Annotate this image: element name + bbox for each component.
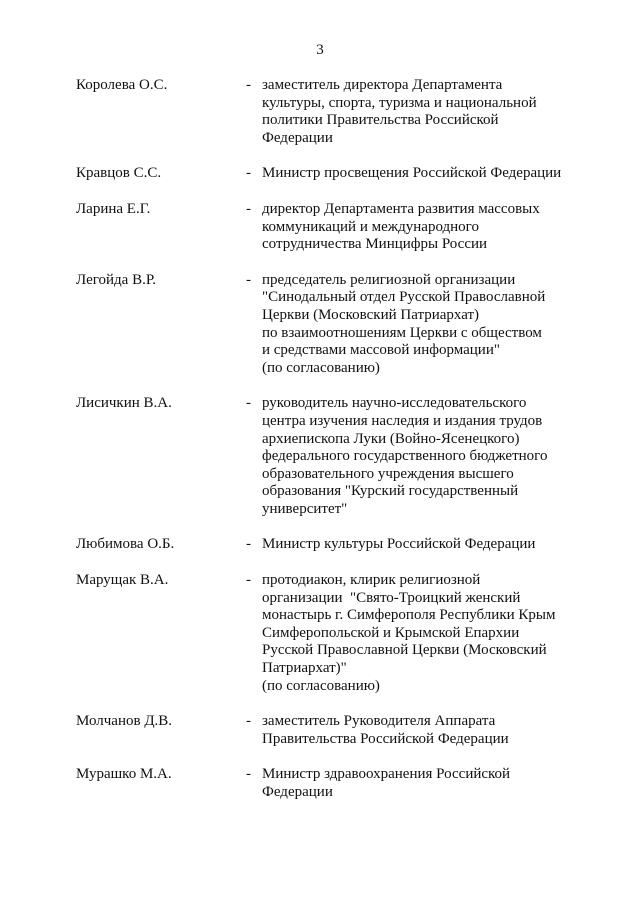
separator-dash: - bbox=[246, 271, 251, 288]
role-line: председатель религиозной организации bbox=[262, 271, 516, 288]
role-line: Симферопольской и Крымской Епархии bbox=[262, 624, 520, 641]
member-role bbox=[262, 77, 592, 147]
member-name: Королева О.С. bbox=[76, 77, 168, 93]
role-line: культуры, спорта, туризма и национальной bbox=[262, 94, 537, 111]
member-role bbox=[262, 713, 592, 748]
member-name: Марущак В.А. bbox=[76, 572, 169, 589]
separator-dash: - bbox=[246, 77, 251, 93]
role-line: университет" bbox=[262, 500, 348, 517]
role-line: федерального государственного бюджетного bbox=[262, 448, 548, 465]
member-role bbox=[262, 201, 592, 254]
role-line: Федерации bbox=[262, 129, 333, 146]
role-line: Русской Православной Церкви (Московский bbox=[262, 642, 547, 659]
role-line: образовательного учреждения высшего bbox=[262, 465, 514, 482]
role-line: директор Департамента развития массовых bbox=[262, 200, 540, 217]
role-line: Церкви (Московский Патриархат) bbox=[262, 306, 480, 323]
role-line: политики Правительства Российской bbox=[262, 112, 499, 129]
list-item bbox=[0, 766, 640, 801]
list-item bbox=[0, 201, 640, 254]
role-line: заместитель директора Департамента bbox=[262, 77, 503, 93]
member-name: Молчанов Д.В. bbox=[76, 713, 173, 730]
list-item bbox=[0, 395, 640, 518]
separator-dash: - bbox=[246, 165, 251, 182]
member-list bbox=[0, 77, 640, 802]
member-role bbox=[262, 572, 592, 695]
member-name: Легойда В.Р. bbox=[76, 271, 157, 288]
role-line: Министр культуры Российской Федерации bbox=[262, 536, 536, 553]
role-line: протодиакон, клирик религиозной bbox=[262, 572, 481, 589]
role-line: Патриархат)" bbox=[262, 660, 347, 677]
role-line: руководитель научно-исследовательского bbox=[262, 395, 527, 412]
separator-dash: - bbox=[246, 713, 251, 730]
list-item bbox=[0, 165, 640, 183]
page-number: 3 bbox=[316, 42, 324, 58]
role-line: Министр здравоохранения Российской bbox=[262, 766, 511, 783]
role-line: Федерации bbox=[262, 784, 333, 800]
member-role bbox=[262, 165, 592, 183]
member-name: Кравцов С.С. bbox=[76, 165, 162, 182]
separator-dash: - bbox=[246, 395, 251, 412]
member-name: Ларина Е.Г. bbox=[76, 200, 151, 217]
role-line: Правительства Российской Федерации bbox=[262, 730, 509, 747]
role-line: коммуникаций и международного bbox=[262, 218, 479, 235]
role-line: архиепископа Луки (Войно-Ясенецкого) bbox=[262, 430, 520, 447]
member-role bbox=[262, 272, 592, 378]
member-role bbox=[262, 536, 592, 554]
list-item bbox=[0, 572, 640, 695]
separator-dash: - bbox=[246, 200, 251, 217]
separator-dash: - bbox=[246, 572, 251, 589]
role-line: сотрудничества Минцифры России bbox=[262, 236, 488, 253]
role-line: центра изучения наследия и издания трудов bbox=[262, 412, 543, 429]
separator-dash: - bbox=[246, 766, 251, 783]
list-item bbox=[0, 536, 640, 554]
role-line: (по согласованию) bbox=[262, 359, 380, 376]
role-line: и средствами массовой информации" bbox=[262, 342, 500, 359]
member-role bbox=[262, 766, 592, 801]
role-line: по взаимоотношениям Церкви с обществом bbox=[262, 324, 542, 341]
list-item bbox=[0, 272, 640, 378]
member-name: Лисичкин В.А. bbox=[76, 395, 172, 412]
role-line: заместитель Руководителя Аппарата bbox=[262, 713, 496, 730]
list-item bbox=[0, 713, 640, 748]
role-line: образования "Курский государственный bbox=[262, 483, 519, 500]
member-name: Мурашко М.А. bbox=[76, 766, 172, 783]
list-item bbox=[0, 77, 640, 147]
role-line: монастырь г. Симферополя Республики Крым bbox=[262, 607, 556, 624]
role-line: организации "Свято-Троицкий женский bbox=[262, 589, 521, 606]
role-line: "Синодальный отдел Русской Православной bbox=[262, 289, 546, 306]
separator-dash: - bbox=[246, 536, 251, 553]
member-name: Любимова О.Б. bbox=[76, 536, 175, 553]
role-line: (по согласованию) bbox=[262, 677, 380, 694]
member-role bbox=[262, 395, 592, 518]
role-line: Министр просвещения Российской Федерации bbox=[262, 165, 562, 182]
